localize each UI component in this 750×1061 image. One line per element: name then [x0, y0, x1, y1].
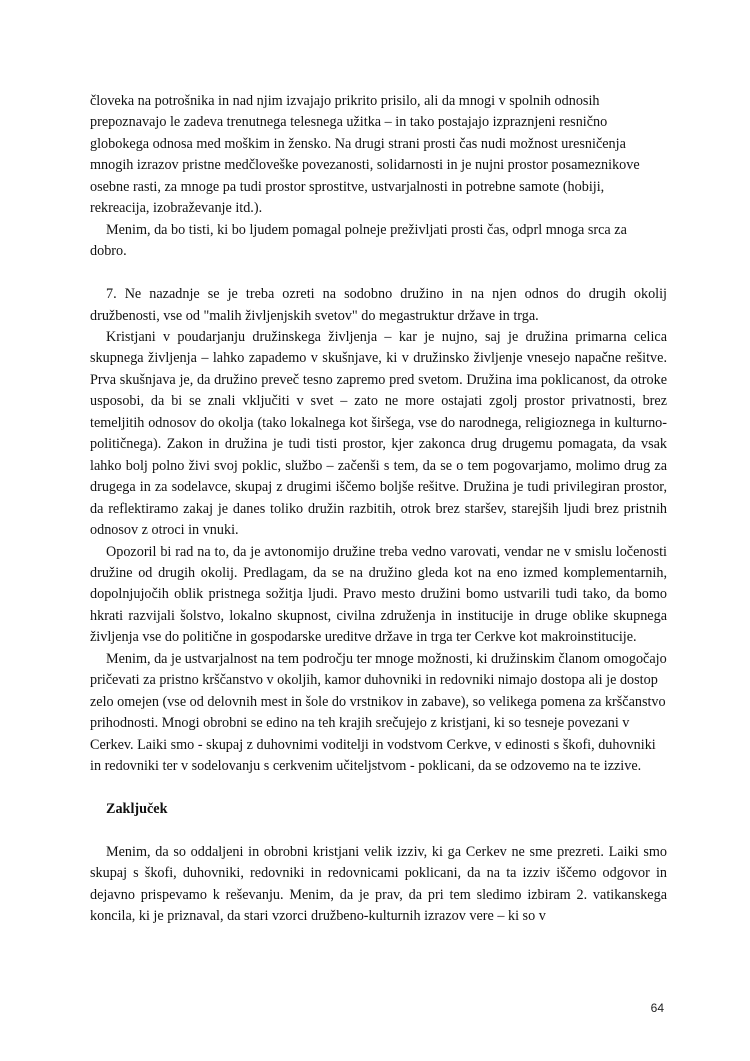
paragraph-continuation: človeka na potrošnika in nad njim izvajajo prikrito prisilo, ali da mnogi v spolnih odnosih prepoznavajo le zadeva trenutnega telesnega užitka – in tako postajajo izpraznjeni resnično globokega odnosa med moškim in žensko. Na drugi strani prosti čas nudi možnost uresničenja mnogih izrazov pristne medčloveške povezanosti, solidarnosti in je nujni prostor posameznikove osebne rasti, za mnoge pa tudi prostor sprostitve, ustvarjalnosti in potrebne samote (hobiji, rekreacija, izobraževanje itd.). — [90, 93, 640, 217]
paragraph-gap — [90, 777, 667, 798]
paragraph-free-time-conclusion: Menim, da bo tisti, ki bo ljudem pomagal polneje preživljati prosti čas, odprl mnoga srca za dobro. — [90, 221, 627, 260]
paragraph-family-autonomy: Opozoril bi rad na to, da je avtonomijo družine treba vedno varovati, vendar ne v smislu ločenosti družine od drugih okolij. Predlagam, da se na družino gleda kot na eno izmed komplementarnih, dopolnjujočih oblik pristnega sožitja ljudi. Pravo mesto družini bomo ustvarili tudi tako, da bomo hkrati razvijali šolstvo, lokalno skupnost, civilna združenja in institucije in druge oblike skupnega življenja vse do politične in gospodarske ureditve države in trga ter Cerkve kot makroinstitucije. — [90, 543, 667, 646]
page-number: 64 — [650, 1001, 664, 1015]
paragraph-gap — [90, 263, 667, 284]
paragraph-gap — [90, 820, 667, 841]
body-text — [90, 91, 667, 928]
paragraph-section-7: 7. Ne nazadnje se je treba ozreti na sodobno družino in na njen odnos do drugih okolij družbenosti, vse od "malih življenjskih svetov" do megastruktur države in trga. — [90, 286, 667, 324]
paragraph-family-temptations: Kristjani v poudarjanju družinskega življenja – kar je nujno, saj je družina primarna celica skupnega življenja – lahko zapademo v skušnjave, ki v družinsko življenje vnesejo napačne rešitve. Prva skušnjava je, da družino preveč tesno zapremo pred svetom. Družina ima poklicanost, da otroke usposobi, da bi se znali vključiti v svet – zato ne more ostajati zgolj prostor privatnosti, brez temeljitih odnosov do okolja (tako lokalnega kot širšega, vse do narodnega, religioznega in kulturno-političnega). Zakon in družina je tudi tisti prostor, kjer zakonca drug drugemu pomagata, da vsak lahko bolj polno živi svoj poklic, službo – začenši s tem, da se o tem pogovarjamo, molimo drug za drugega in za sodelavce, skupaj z drugimi iščemo boljše rešitve. Družina je tudi privilegiran prostor, da reflektiramo zakaj je danes toliko družin razbitih, otrok brez staršev, starejših ljudi brez pristnih odnosov z otroci in vnuki. — [90, 328, 667, 539]
paragraph-conclusion: Menim, da so oddaljeni in obrobni kristjani velik izziv, ki ga Cerkev ne sme prezreti. Laiki smo skupaj s škofi, duhovniki, redovniki in redovnicami poklicani, da na ta izziv iščemo odgovor in dejavno prispevamo k reševanju. Menim, da je prav, da pri tem sledimo izbiram 2. vatikanskega koncila, ki je priznaval, da stari vzorci družbeno-kulturnih izrazov vere – ki so v — [90, 843, 667, 925]
section-heading-conclusion: Zaključek — [106, 800, 168, 817]
paragraph-family-creativity: Menim, da je ustvarjalnost na tem področju ter mnoge možnosti, ki družinskim članom omogočajo pričevati za pristno krščanstvo v okoljih, kamor duhovniki in redovniki nimajo dostopa ali je dostop zelo omejen (vse od delovnih mest in šole do vrstnikov in zabave), so velikega pomena za krščanstvo prihodnosti. Mnogi obrobni se edino na teh krajih srečujejo z kristjani, ki so tesneje povezani v Cerkev. Laiki smo - skupaj z duhovnimi voditelji in vodstvom Cerkve, v edinosti s škofi, duhovniki in redovniki ter v sodelovanju s cerkvenim učiteljstvom - poklicani, da se odzovemo na te izzive. — [90, 650, 667, 775]
